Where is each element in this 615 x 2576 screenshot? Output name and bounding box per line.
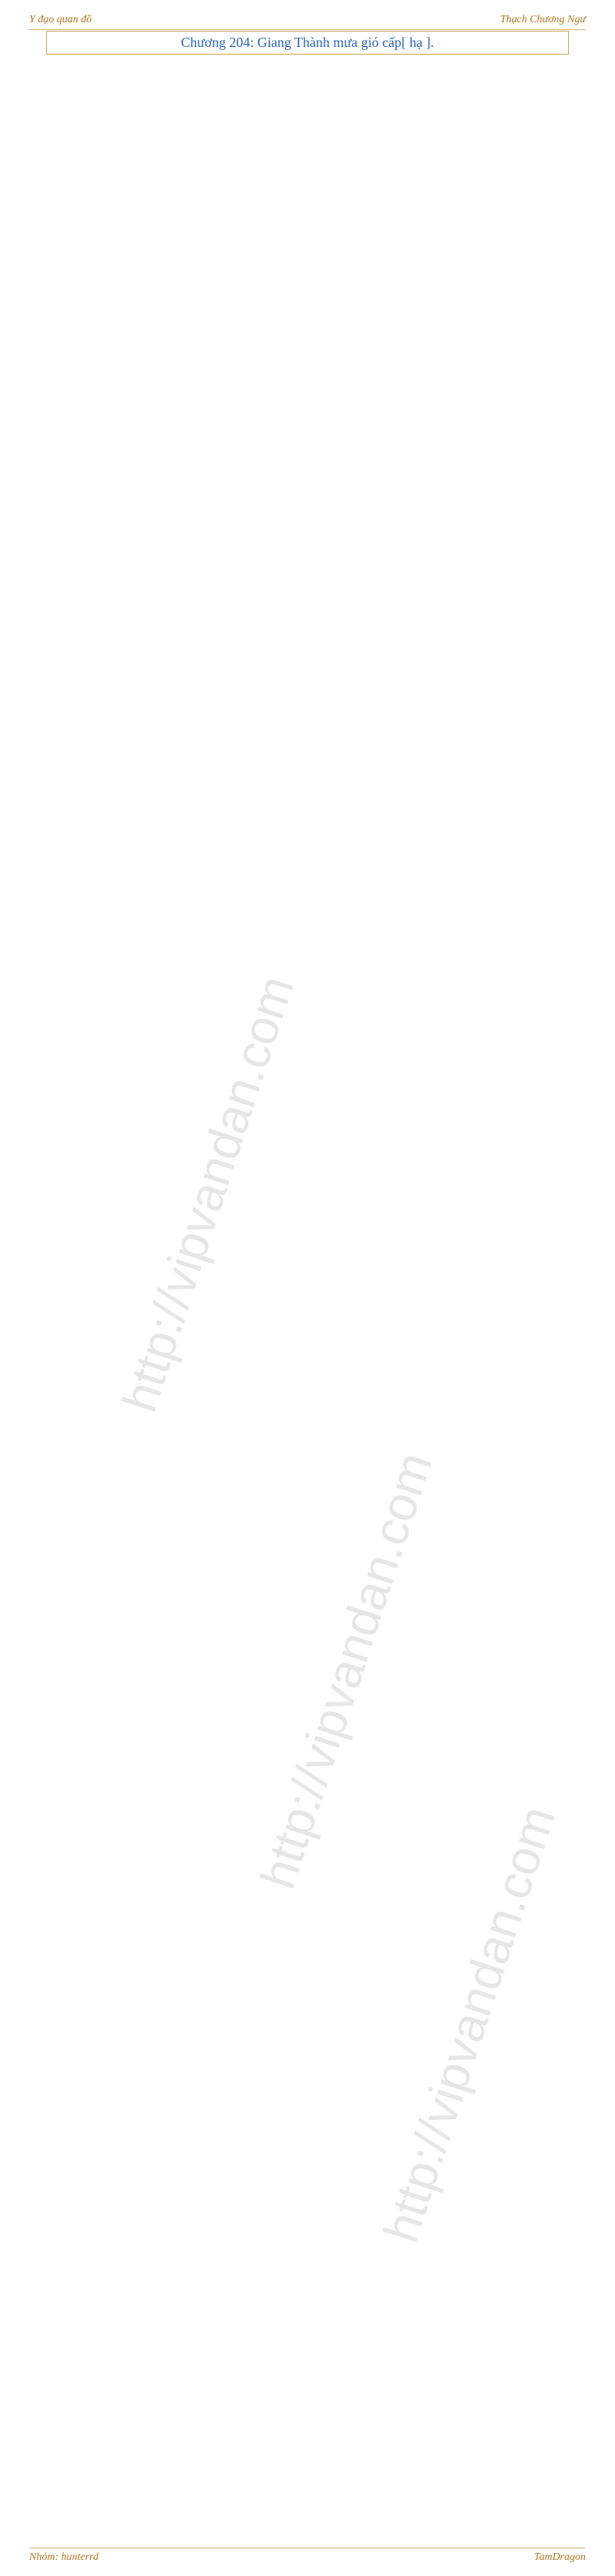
paragraph	[46, 502, 569, 528]
paragraph	[46, 1619, 569, 1645]
paragraph	[46, 1652, 569, 1679]
paragraph	[46, 1213, 569, 1239]
running-header	[29, 8, 586, 30]
watermark-text: http://vipvandan.com	[372, 1799, 566, 2249]
chapter-title: Chương 204: Giang Thành mưa gió cấp[ hạ ].	[181, 35, 434, 50]
paragraph	[46, 807, 569, 833]
paragraph	[46, 198, 569, 224]
paragraph	[46, 671, 569, 697]
author-name: Thạch Chương Ngư	[500, 14, 586, 25]
paragraph	[46, 1043, 569, 1070]
paragraph	[46, 1449, 569, 1476]
paragraph	[46, 976, 569, 1002]
paragraph	[46, 1246, 569, 1273]
paragraph	[46, 468, 569, 494]
paragraph	[46, 840, 569, 867]
paragraph	[46, 874, 569, 900]
paragraph	[46, 1314, 569, 1340]
chapter-body	[46, 62, 569, 1679]
paragraph	[46, 773, 569, 799]
paragraph	[46, 1517, 569, 1543]
paragraph	[46, 908, 569, 934]
paragraph	[46, 96, 569, 122]
paragraph	[46, 1348, 569, 1374]
paragraph	[46, 1382, 569, 1408]
paragraph	[46, 637, 569, 664]
paragraph	[46, 265, 569, 291]
paragraph	[46, 1010, 569, 1036]
chapter-title-box	[46, 31, 569, 55]
chapter-content	[46, 31, 569, 2542]
paragraph	[46, 1483, 569, 1509]
paragraph	[46, 164, 569, 190]
group-name: Nhóm: hunterrd	[29, 2551, 99, 2563]
paragraph	[46, 434, 569, 461]
paragraph	[46, 1145, 569, 1171]
paragraph	[46, 401, 569, 427]
running-footer	[29, 2548, 586, 2570]
paragraph	[46, 62, 569, 88]
paragraph	[46, 231, 569, 258]
paragraph	[46, 1111, 569, 1137]
paragraph	[46, 130, 569, 156]
paragraph	[46, 705, 569, 731]
paragraph	[46, 367, 569, 393]
paragraph	[46, 299, 569, 325]
book-title: Y đạo quan đồ	[29, 14, 92, 25]
watermark-text: http://vipvandan.com	[111, 969, 304, 1419]
paragraph	[46, 739, 569, 765]
paragraph	[46, 1585, 569, 1611]
paragraph	[46, 1416, 569, 1442]
paragraph	[46, 1280, 569, 1306]
paragraph	[46, 570, 569, 596]
paragraph	[46, 1077, 569, 1103]
watermark-text: http://vipvandan.com	[249, 1446, 443, 1895]
paragraph	[46, 1179, 569, 1205]
paragraph	[46, 604, 569, 630]
paragraph	[46, 1551, 569, 1577]
paragraph	[46, 333, 569, 359]
paragraph	[46, 536, 569, 562]
translator-name: TamDragon	[534, 2551, 586, 2563]
paragraph	[46, 942, 569, 968]
